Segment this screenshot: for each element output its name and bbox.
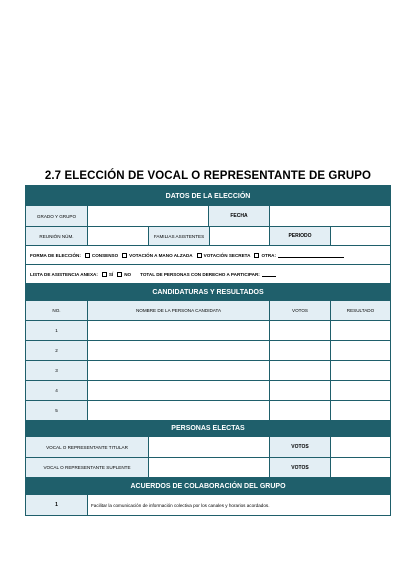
col-header-votos: VOTOS (269, 301, 330, 320)
votes-field[interactable] (269, 401, 330, 420)
grado-grupo-label: GRADO Y GRUPO (26, 206, 87, 226)
electas-titular-row (26, 437, 390, 457)
option-mano-alzada: VOTACIÓN A MANO ALZADA (129, 252, 193, 258)
electas-suplente-row (26, 457, 390, 477)
checkbox-consenso[interactable] (85, 253, 90, 258)
acuerdo-number: 1 (26, 495, 87, 515)
option-consenso: CONSENSO (91, 252, 119, 258)
suplente-votos-field[interactable] (330, 458, 390, 477)
option-si: SÍ (108, 271, 114, 277)
familias-field[interactable] (209, 227, 269, 245)
titular-votos-field[interactable] (330, 437, 390, 457)
datos-row-1 (26, 206, 390, 226)
table-row (26, 400, 390, 420)
otra-line[interactable] (278, 253, 344, 258)
lista-asistencia-label: LISTA DE ASISTENCIA ANEXA: (30, 271, 98, 277)
table-row (26, 380, 390, 400)
votes-field[interactable] (269, 321, 330, 340)
checkbox-otra[interactable] (254, 253, 259, 258)
checkbox-no[interactable] (117, 272, 122, 277)
table-row (26, 320, 390, 340)
fecha-label: FECHA (208, 206, 269, 226)
lista-asistencia-line (26, 265, 390, 283)
candidate-name-field[interactable] (87, 401, 269, 420)
page-title: 2.7 ELECCIÓN DE VOCAL O REPRESENTANTE DE GRUPO (44, 170, 372, 182)
section-header-electas: PERSONAS ELECTAS (26, 420, 390, 437)
suplente-label: VOCAL O REPRESENTANTE SUPLENTE (26, 458, 148, 477)
acuerdo-text[interactable]: Facilitar la comunicación de información colectiva por los canales y horarios acordados. (87, 495, 390, 515)
suplente-votos-label: VOTOS (269, 458, 330, 477)
row-number: 4 (26, 381, 87, 400)
acuerdo-row (26, 495, 390, 515)
row-number: 5 (26, 401, 87, 420)
fecha-field[interactable] (269, 206, 390, 226)
checkbox-si[interactable] (102, 272, 107, 277)
votes-field[interactable] (269, 381, 330, 400)
result-field[interactable] (330, 341, 390, 360)
candidate-name-field[interactable] (87, 321, 269, 340)
periodo-field[interactable] (330, 227, 390, 245)
titular-field[interactable] (148, 437, 269, 457)
row-number: 2 (26, 341, 87, 360)
row-number: 3 (26, 361, 87, 380)
candidaturas-header-row (26, 301, 390, 320)
table-row (26, 340, 390, 360)
section-header-candidaturas: CANDIDATURAS Y RESULTADOS (26, 283, 390, 301)
checkbox-mano-alzada[interactable] (122, 253, 127, 258)
forma-eleccion-line (26, 246, 390, 264)
table-row (26, 360, 390, 380)
familias-label: FAMILIAS ASISTENTES (148, 227, 209, 245)
lista-asistencia-row (26, 264, 390, 283)
votes-field[interactable] (269, 341, 330, 360)
result-field[interactable] (330, 361, 390, 380)
candidate-name-field[interactable] (87, 341, 269, 360)
forma-eleccion-row (26, 245, 390, 264)
reunion-field[interactable] (87, 227, 148, 245)
option-otra: OTRA: (261, 252, 276, 258)
votes-field[interactable] (269, 361, 330, 380)
periodo-label: PERIODO (269, 227, 330, 245)
section-header-datos: DATOS DE LA ELECCIÓN (26, 186, 390, 206)
titular-label: VOCAL O REPRESENTANTE TITULAR (26, 437, 148, 457)
result-field[interactable] (330, 401, 390, 420)
forma-eleccion-label: FORMA DE ELECCIÓN: (30, 252, 81, 258)
candidate-name-field[interactable] (87, 381, 269, 400)
titular-votos-label: VOTOS (269, 437, 330, 457)
row-number: 1 (26, 321, 87, 340)
suplente-field[interactable] (148, 458, 269, 477)
result-field[interactable] (330, 321, 390, 340)
total-personas-line[interactable] (262, 272, 276, 277)
total-personas-label: TOTAL DE PERSONAS CON DERECHO A PARTICIPAR: (140, 271, 260, 277)
reunion-label: REUNIÓN NÚM. (26, 227, 87, 245)
option-votacion-secreta: VOTACIÓN SECRETA (203, 252, 251, 258)
col-header-resultado: RESULTADO (330, 301, 390, 320)
col-header-no: NO. (26, 301, 87, 320)
election-form (25, 185, 391, 516)
grado-grupo-field[interactable] (87, 206, 208, 226)
section-header-acuerdos: ACUERDOS DE COLABORACIÓN DEL GRUPO (26, 477, 390, 495)
datos-row-2 (26, 226, 390, 245)
option-no: NO (124, 271, 132, 277)
candidate-name-field[interactable] (87, 361, 269, 380)
col-header-nombre: NOMBRE DE LA PERSONA CANDIDATA (87, 301, 269, 320)
result-field[interactable] (330, 381, 390, 400)
checkbox-votacion-secreta[interactable] (197, 253, 202, 258)
